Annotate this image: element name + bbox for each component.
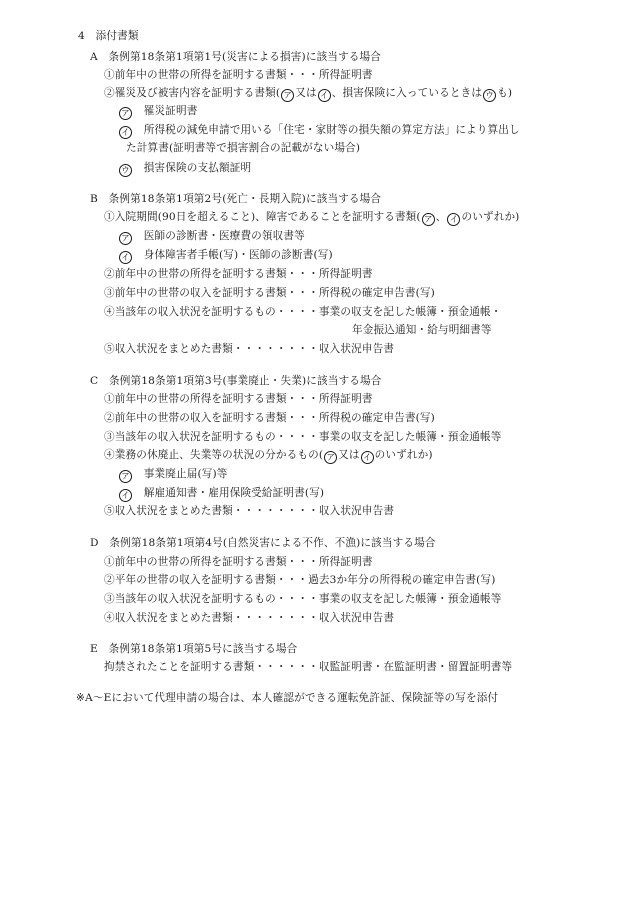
c-item-2: ②前年中の世帯の収入を証明する書類・・・所得税の確定申告書(写)	[104, 412, 435, 424]
circle-a-icon: ア	[324, 451, 337, 464]
circle-a-icon: ア	[119, 232, 132, 245]
a-sub-i: イ 所得税の減免申請で用いる「住宅・家財等の損失額の算定方法」により算出し	[118, 123, 520, 139]
circle-a-icon: ア	[422, 213, 435, 226]
circle-i-icon: イ	[318, 89, 331, 102]
b-item-5: ⑤収入状況をまとめた書類・・・・・・・・収入状況申告書	[104, 343, 395, 355]
b-item-1: ①入院期間(90日を超えること)、障害であることを証明する書類( ア 、 イ のいずれか)	[104, 211, 520, 225]
a-sub-u: ウ 損害保険の支払額証明	[118, 161, 251, 177]
heading-a: A 条例第18条第1項第1号(災害による損害)に該当する場合	[90, 51, 382, 63]
section-title: 4 添付書類	[78, 30, 139, 42]
circle-a-icon: ア	[119, 470, 132, 483]
circle-u-icon: ウ	[119, 164, 132, 177]
c-item-3: ③当該年の収入状況を証明するもの・・・・事業の収支を記した帳簿・預金通帳等	[104, 431, 502, 443]
heading-d: D 条例第18条第1項第4号(自然災害による不作、不漁)に該当する場合	[90, 537, 436, 549]
heading-e: E 条例第18条第1項第5号に該当する場合	[90, 643, 298, 655]
c-item-5: ⑤収入状況をまとめた書類・・・・・・・・収入状況申告書	[104, 505, 395, 517]
b-item-4: ④当該年の収入状況を証明するもの・・・・事業の収支を記した帳簿・預金通帳・	[104, 306, 502, 318]
d-item-4: ④収入状況をまとめた書類・・・・・・・・収入状況申告書	[104, 612, 395, 624]
c-sub-i: イ 解雇通知書・雇用保険受給証明書(写)	[118, 486, 324, 502]
footnote: ※A～Eにおいて代理申請の場合は、本人確認ができる運転免許証、保険証等の写を添付	[76, 692, 499, 704]
a-item-1: ①前年中の世帯の所得を証明する書類・・・所得証明書	[104, 69, 373, 81]
heading-c: C 条例第18条第1項第3号(事業廃止・失業)に該当する場合	[90, 375, 382, 387]
b-sub-i: イ 身体障害者手帳(写)・医師の診断書(写)	[118, 248, 333, 264]
b-item-3: ③前年中の世帯の収入を証明する書類・・・所得税の確定申告書(写)	[104, 287, 435, 299]
circle-a-icon: ア	[281, 89, 294, 102]
b-item-4-cont: 年金振込通知・給与明細書等	[352, 324, 492, 336]
a-sub-i-cont: た計算書(証明書等で損害割合の記載がない場合)	[126, 142, 361, 154]
circle-i-icon: イ	[361, 451, 374, 464]
d-item-1: ①前年中の世帯の所得を証明する書類・・・所得証明書	[104, 556, 373, 568]
c-sub-a: ア 事業廃止届(写)等	[118, 467, 228, 483]
b-sub-a: ア 医師の診断書・医療費の領収書等	[118, 229, 305, 245]
e-item-1: 拘禁されたことを証明する書類・・・・・・収監証明書・在監証明書・留置証明書等	[104, 661, 513, 673]
heading-b: B 条例第18条第1項第2号(死亡・長期入院)に該当する場合	[90, 193, 382, 205]
a-item-2: ②罹災及び被害内容を証明する書類( ア 又は イ 、損害保険に入っているときは ウ も)	[104, 87, 513, 101]
d-item-3: ③当該年の収入状況を証明するもの・・・・事業の収支を記した帳簿・預金通帳等	[104, 593, 502, 605]
c-item-1: ①前年中の世帯の所得を証明する書類・・・所得証明書	[104, 393, 373, 405]
a-sub-a: ア 罹災証明書	[118, 104, 197, 120]
circle-i-icon: イ	[119, 126, 132, 139]
d-item-2: ②平年の世帯の収入を証明する書類・・・過去3か年分の所得税の確定申告書(写)	[104, 574, 496, 586]
circle-i-icon: イ	[119, 489, 132, 502]
circle-a-icon: ア	[119, 107, 132, 120]
circle-i-icon: イ	[119, 251, 132, 264]
circle-u-icon: ウ	[483, 89, 496, 102]
circle-i-icon: イ	[447, 213, 460, 226]
b-item-2: ②前年中の世帯の所得を証明する書類・・・所得証明書	[104, 268, 373, 280]
c-item-4: ④業務の休廃止、失業等の状況の分かるもの( ア 又は イ のいずれか)	[104, 449, 433, 463]
